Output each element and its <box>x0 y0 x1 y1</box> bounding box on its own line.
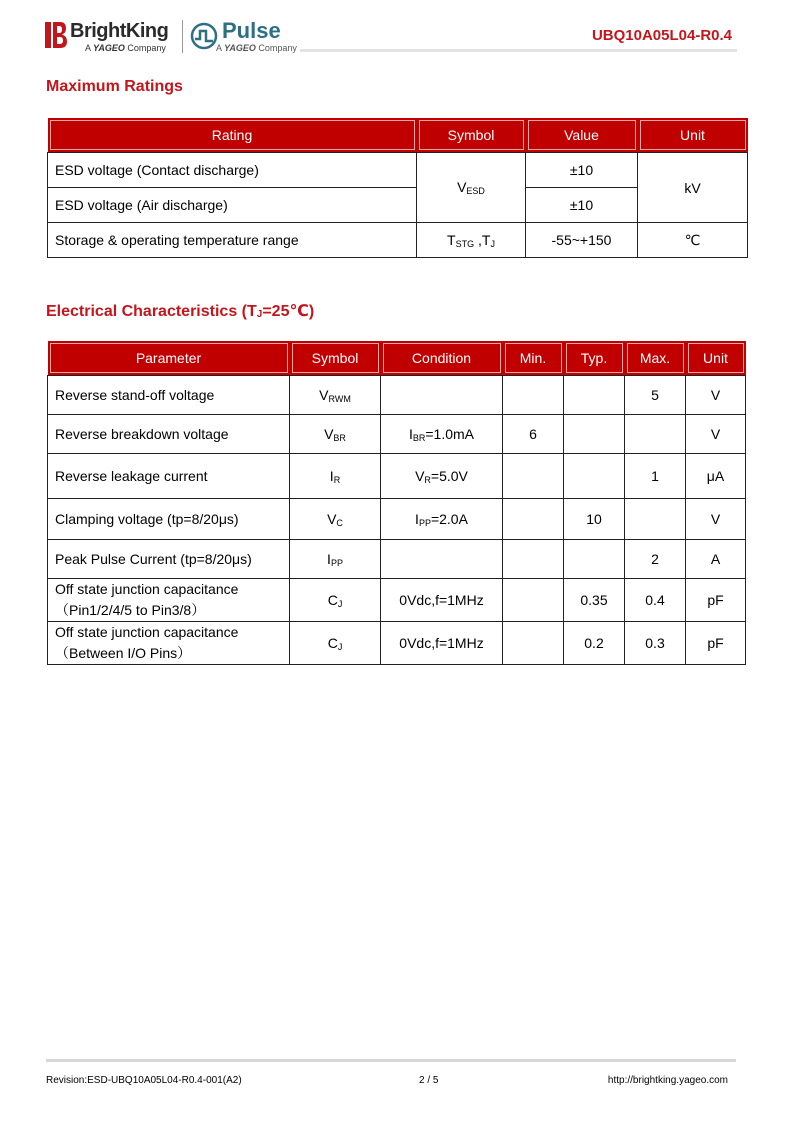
column-header: Min. <box>503 341 564 376</box>
unit-cell: pF <box>686 622 746 665</box>
parameter-cell: Off state junction capacitance （Pin1/2/4/5 to Pin3/8） <box>48 579 290 622</box>
typ-cell <box>564 415 625 454</box>
column-header: Symbol <box>417 118 526 153</box>
table-row <box>48 579 746 622</box>
column-header: Condition <box>381 341 503 376</box>
table-row <box>48 622 746 665</box>
pulse-logo <box>190 20 310 56</box>
table-row <box>48 499 746 540</box>
symbol-cell: $T_{STG}$ $,T_J$ <box>417 223 526 258</box>
value-cell: ±10 <box>526 153 638 188</box>
parameter-cell: Reverse stand-off voltage <box>48 376 290 415</box>
condition-cell: $I_{BR}=1.0mA$ <box>381 415 503 454</box>
parameter-cell: Clamping voltage (tp=8/20μs) <box>48 499 290 540</box>
symbol-cell: $V_{ESD}$ <box>417 153 526 223</box>
brightking-mark-icon <box>45 22 67 48</box>
footer-url: http://brightking.yageo.com <box>607 1075 728 1086</box>
column-header: Unit <box>686 341 746 376</box>
value-cell: -55~+150 <box>526 223 638 258</box>
brightking-tagline: A YAGEO Company <box>85 43 166 53</box>
table-row <box>48 223 748 258</box>
max-cell: 5 <box>625 376 686 415</box>
max-cell: 0.4 <box>625 579 686 622</box>
condition-cell: 0Vdc,f=1MHz <box>381 622 503 665</box>
parameter-cell: Reverse breakdown voltage <box>48 415 290 454</box>
elec-title: Electrical Characteristics $(T_J=25℃)$ <box>46 303 315 320</box>
brightking-name: BrightKing <box>70 20 169 42</box>
logo-divider <box>182 20 183 53</box>
unit-cell: V <box>686 499 746 540</box>
rating-cell: ESD voltage (Air discharge) <box>48 188 417 223</box>
max-cell: 0.3 <box>625 622 686 665</box>
column-header: Value <box>526 118 638 153</box>
pulse-name: Pulse <box>222 18 281 43</box>
min-cell <box>503 579 564 622</box>
max-cell <box>625 499 686 540</box>
max-cell: 1 <box>625 454 686 499</box>
min-cell <box>503 454 564 499</box>
min-cell <box>503 540 564 579</box>
footer-revision: Revision:ESD-UBQ10A05L04-R0.4-001(A2) <box>46 1075 242 1086</box>
symbol-cell: $V_C$ <box>290 499 381 540</box>
unit-cell: μA <box>686 454 746 499</box>
column-header: Unit <box>638 118 748 153</box>
column-header: Max. <box>625 341 686 376</box>
column-header: Symbol <box>290 341 381 376</box>
rating-cell: Storage & operating temperature range <box>48 223 417 258</box>
unit-cell: pF <box>686 579 746 622</box>
min-cell <box>503 622 564 665</box>
typ-cell <box>564 540 625 579</box>
symbol-cell: $C_J$ <box>290 579 381 622</box>
table-row <box>48 454 746 499</box>
table-header-row <box>48 118 748 153</box>
condition-cell <box>381 376 503 415</box>
rating-cell: ESD voltage (Contact discharge) <box>48 153 417 188</box>
footer-rule <box>46 1059 736 1062</box>
min-cell <box>503 499 564 540</box>
parameter-cell: Peak Pulse Current (tp=8/20μs) <box>48 540 290 579</box>
footer-page-number: 2 / 5 <box>419 1075 439 1086</box>
typ-cell <box>564 376 625 415</box>
value-cell: ±10 <box>526 188 638 223</box>
column-header: Parameter <box>48 341 290 376</box>
condition-cell: $I_{PP}=2.0A$ <box>381 499 503 540</box>
pulse-mark-icon <box>190 22 218 50</box>
symbol-cell: $C_J$ <box>290 622 381 665</box>
max-cell <box>625 415 686 454</box>
condition-cell: $V_R=5.0V$ <box>381 454 503 499</box>
brightking-logo <box>45 20 177 56</box>
column-header: Rating <box>48 118 417 153</box>
unit-cell: ℃ <box>638 223 748 258</box>
elec-table <box>47 341 746 665</box>
table-row <box>48 153 748 188</box>
typ-cell <box>564 454 625 499</box>
table-row <box>48 415 746 454</box>
header-rule <box>300 49 737 52</box>
pulse-tagline: A YAGEO Company <box>216 43 297 53</box>
symbol-cell: $I_R$ <box>290 454 381 499</box>
column-header: Typ. <box>564 341 625 376</box>
min-cell: 6 <box>503 415 564 454</box>
unit-cell: V <box>686 376 746 415</box>
table-header-row <box>48 341 746 376</box>
typ-cell: 10 <box>564 499 625 540</box>
max-ratings-title: Maximum Ratings <box>46 78 183 95</box>
document-id: UBQ10A05L04-R0.4 <box>591 27 732 44</box>
symbol-cell: $I_{PP}$ <box>290 540 381 579</box>
unit-cell: V <box>686 415 746 454</box>
min-cell <box>503 376 564 415</box>
symbol-cell: $V_{BR}$ <box>290 415 381 454</box>
table-row <box>48 540 746 579</box>
condition-cell: 0Vdc,f=1MHz <box>381 579 503 622</box>
unit-cell: A <box>686 540 746 579</box>
page-header <box>0 0 794 60</box>
unit-cell: kV <box>638 153 748 223</box>
max-cell: 2 <box>625 540 686 579</box>
typ-cell: 0.2 <box>564 622 625 665</box>
parameter-cell: Reverse leakage current <box>48 454 290 499</box>
typ-cell: 0.35 <box>564 579 625 622</box>
max-ratings-table <box>47 118 748 258</box>
table-row <box>48 376 746 415</box>
symbol-cell: $V_{RWM}$ <box>290 376 381 415</box>
condition-cell <box>381 540 503 579</box>
parameter-cell: Off state junction capacitance （Between I/O Pins） <box>48 622 290 665</box>
